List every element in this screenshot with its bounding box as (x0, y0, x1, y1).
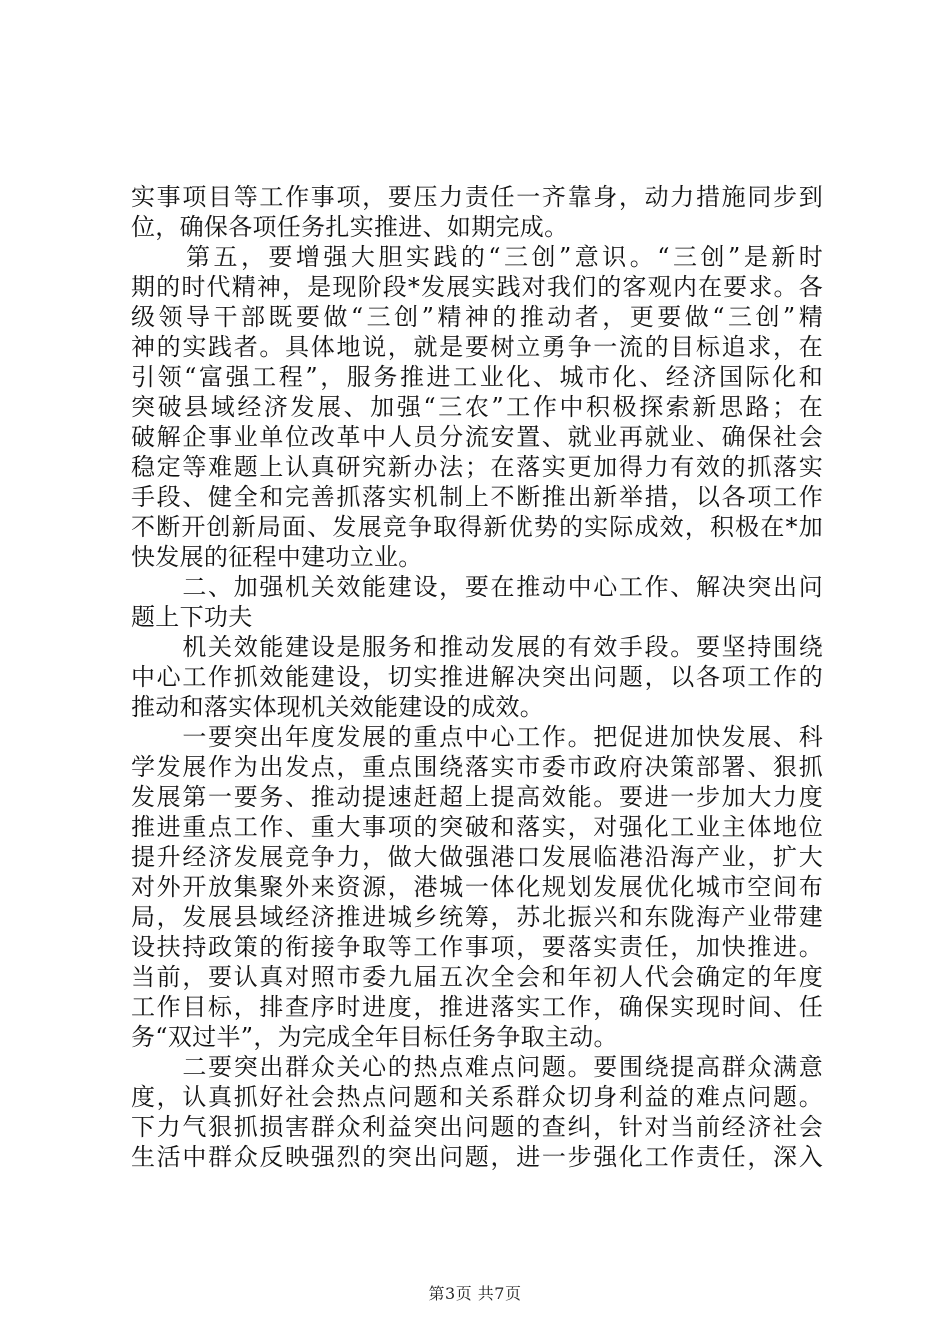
document-body-text (131, 182, 823, 1172)
text-line: 手段、健全和完善抓落实机制上不断推出新举措，以各项工作 (131, 483, 823, 511)
text-line: 学发展作为出发点，重点围绕落实市委市政府决策部署、狠抓 (131, 753, 823, 781)
text-line: 发展第一要务、推动提速赶超上提高效能。要进一步加大力度 (131, 783, 823, 811)
text-line: 位，确保各项任务扎实推进、如期完成。 (131, 213, 569, 241)
text-line: 机关效能建设是服务和推动发展的有效手段。要坚持围绕 (131, 633, 823, 661)
text-line: 下力气狠抓损害群众利益突出问题的查纠，针对当前经济社会 (131, 1113, 823, 1141)
text-line: 引领“富强工程”，服务推进工业化、城市化、经济国际化和 (131, 363, 823, 391)
text-line: 一要突出年度发展的重点中心工作。把促进加快发展、科 (131, 723, 823, 751)
text-line: 神的实践者。具体地说，就是要树立勇争一流的目标追求，在 (131, 333, 823, 361)
text-line: 工作目标，排查序时进度，推进落实工作，确保实现时间、任 (131, 993, 823, 1021)
text-line: 不断开创新局面、发展竞争取得新优势的实际成效，积极在*加 (131, 513, 823, 541)
page-number-footer: 第3页 共7页 (428, 1284, 522, 1303)
text-line: 中心工作抓效能建设，切实推进解决突出问题，以各项工作的 (131, 663, 823, 691)
text-line: 期的时代精神，是现阶段*发展实践对我们的客观内在要求。各 (131, 273, 823, 301)
text-line: 二、加强机关效能建设，要在推动中心工作、解决突出问 (131, 573, 823, 601)
text-line: 对外开放集聚外来资源，港城一体化规划发展优化城市空间布 (131, 873, 823, 901)
text-line: 生活中群众反映强烈的突出问题，进一步强化工作责任，深入 (131, 1143, 823, 1171)
text-line: 设扶持政策的衔接争取等工作事项，要落实责任，加快推进。 (131, 933, 823, 961)
text-line: 级领导干部既要做“三创”精神的推动者，更要做“三创”精 (131, 303, 823, 331)
text-line: 二要突出群众关心的热点难点问题。要围绕提高群众满意 (131, 1053, 823, 1081)
text-line: 度，认真抓好社会热点问题和关系群众切身利益的难点问题。 (131, 1083, 823, 1111)
text-line: 推动和落实体现机关效能建设的成效。 (131, 693, 545, 721)
text-line: 局，发展县域经济推进城乡统筹，苏北振兴和东陇海产业带建 (131, 903, 823, 931)
text-line: 实事项目等工作事项，要压力责任一齐靠身，动力措施同步到 (131, 183, 823, 211)
text-line: 破解企事业单位改革中人员分流安置、就业再就业、确保社会 (131, 423, 823, 451)
text-line: 提升经济发展竞争力，做大做强港口发展临港沿海产业，扩大 (131, 843, 823, 871)
text-line: 稳定等难题上认真研究新办法；在落实更加得力有效的抓落实 (131, 453, 823, 481)
text-line: 推进重点工作、重大事项的突破和落实，对强化工业主体地位 (131, 813, 823, 841)
text-line: 题上下功夫 (131, 603, 253, 631)
text-line: 第五，要增强大胆实践的“三创”意识。“三创”是新时 (131, 243, 823, 271)
text-line: 突破县域经济发展、加强“三农”工作中积极探索新思路；在 (131, 393, 823, 421)
text-line: 当前，要认真对照市委九届五次全会和年初人代会确定的年度 (131, 963, 823, 991)
text-line: 快发展的征程中建功立业。 (131, 543, 423, 571)
text-line: 务“双过半”，为完成全年目标任务争取主动。 (131, 1023, 618, 1051)
